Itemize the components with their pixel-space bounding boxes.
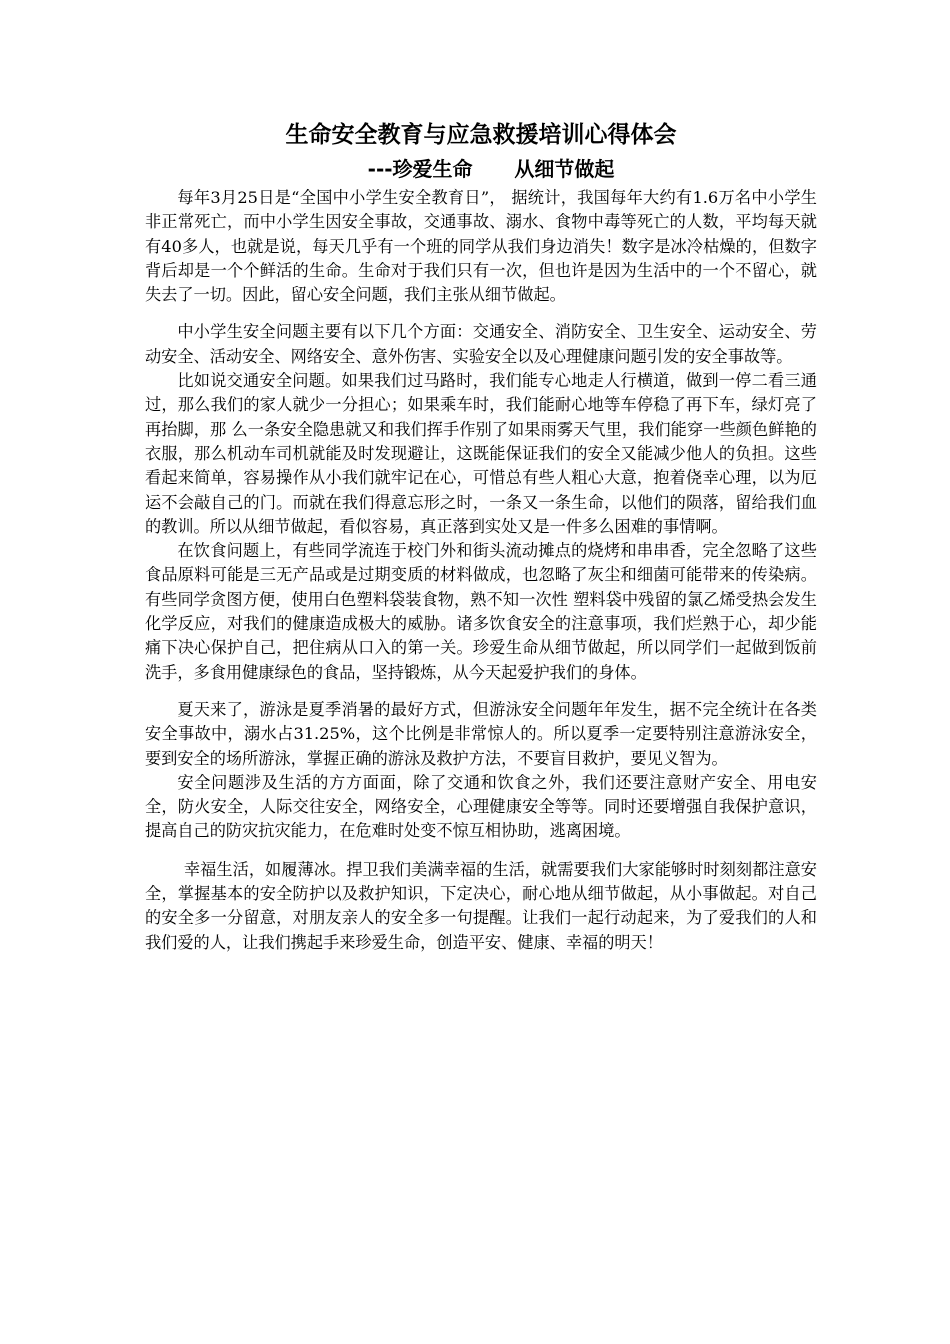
- paragraph-traffic-safety: 比如说交通安全问题。如果我们过马路时，我们能专心地走人行横道，做到一停二看三通过，那么我们的家人就少一分担心；如果乘车时，我们能耐心地等车停稳了再下车，绿灯亮了再抬脚，那 么一条安全隐患就又和我们挥手作别了如果雨雾天气里，我们能穿一些颜色鲜艳的衣服，那么机动车司机就能及时发现避让，这既能保证我们的安全又能减少他人的负担。这些看起来简单，容易操作从小我们就牢记在心，可惜总有些人粗心大意，抱着侥幸心理，以为厄运不会敲自己的门。而就在我们得意忘形之时，一条又一条生命，以他们的陨落，留给我们血的教训。所以从细节做起，看似容易，真正落到实处又是一件多么困难的事情啊。: [145, 371, 817, 536]
- document-title: 生命安全教育与应急救援培训心得体会: [285, 122, 677, 148]
- paragraph-conclusion: 幸福生活，如履薄冰。捍卫我们美满幸福的生活，就需要我们大家能够时时刻刻都注意安全，掌握基本的安全防护以及救护知识，下定决心，耐心地从细节做起，从小事做起。对自己的安全多一分留意，对朋友亲人的安全多一句提醒。让我们一起行动起来，为了爱我们的人和我们爱的人，让我们携起手来珍爱生命，创造平安、健康、幸福的明天！: [145, 859, 817, 952]
- paragraph-swimming-safety: 夏天来了，游泳是夏季消暑的最好方式，但游泳安全问题年年发生，据不完全统计在各类安全事故中，溺水占31.25%，这个比例是非常惊人的。所以夏季一定要特别注意游泳安全，要到安全的场所游泳，掌握正确的游泳及救护方法，不要盲目救护，要见义智为。: [145, 699, 817, 768]
- paragraph-other-safety: 安全问题涉及生活的方方面面，除了交通和饮食之外，我们还要注意财产安全、用电安全，防火安全，人际交往安全，网络安全，心理健康安全等等。同时还要增强自我保护意识，提高自己的防灾抗灾能力，在危难时处变不惊互相协助，逃离困境。: [145, 772, 817, 841]
- document-page: [145, 118, 817, 955]
- document-subtitle: ---珍爱生命 从细节做起: [367, 157, 615, 181]
- paragraph-food-safety: 在饮食问题上，有些同学流连于校门外和街头流动摊点的烧烤和串串香，完全忽略了这些食品原料可能是三无产品或是过期变质的材料做成，也忽略了灰尘和细菌可能带来的传染病。有些同学贪图方便，使用白色塑料袋装食物，熟不知一次性 塑料袋中残留的氯乙烯受热会发生化学反应，对我们的健康造成极大的威胁。诸多饮食安全的注意事项，我们烂熟于心，却少能痛下决心保护自己，把住病从口入的第一关。珍爱生命从细节做起，所以同学们一起做到饭前洗手，多食用健康绿色的食品，坚持锻炼，从今天起爱护我们的身体。: [145, 541, 817, 682]
- paragraph-safety-aspects: 中小学生安全问题主要有以下几个方面：交通安全、消防安全、卫生安全、运动安全、劳动安全、活动安全、网络安全、意外伤害、实验安全以及心理健康问题引发的安全事故等。: [145, 322, 817, 366]
- paragraph-intro: 每年3月25日是“全国中小学生安全教育日”， 据统计，我国每年大约有1.6万名中小学生非正常死亡，而中小学生因安全事故，交通事故、溺水、食物中毒等死亡的人数，平均每天就有40多人，也就是说，每天几乎有一个班的同学从我们身边消失！数字是冰冷枯燥的，但数字背后却是一个个鲜活的生命。生命对于我们只有一次，但也许是因为生活中的一个不留心，就失去了一切。因此，留心安全问题，我们主张从细节做起。: [145, 188, 817, 305]
